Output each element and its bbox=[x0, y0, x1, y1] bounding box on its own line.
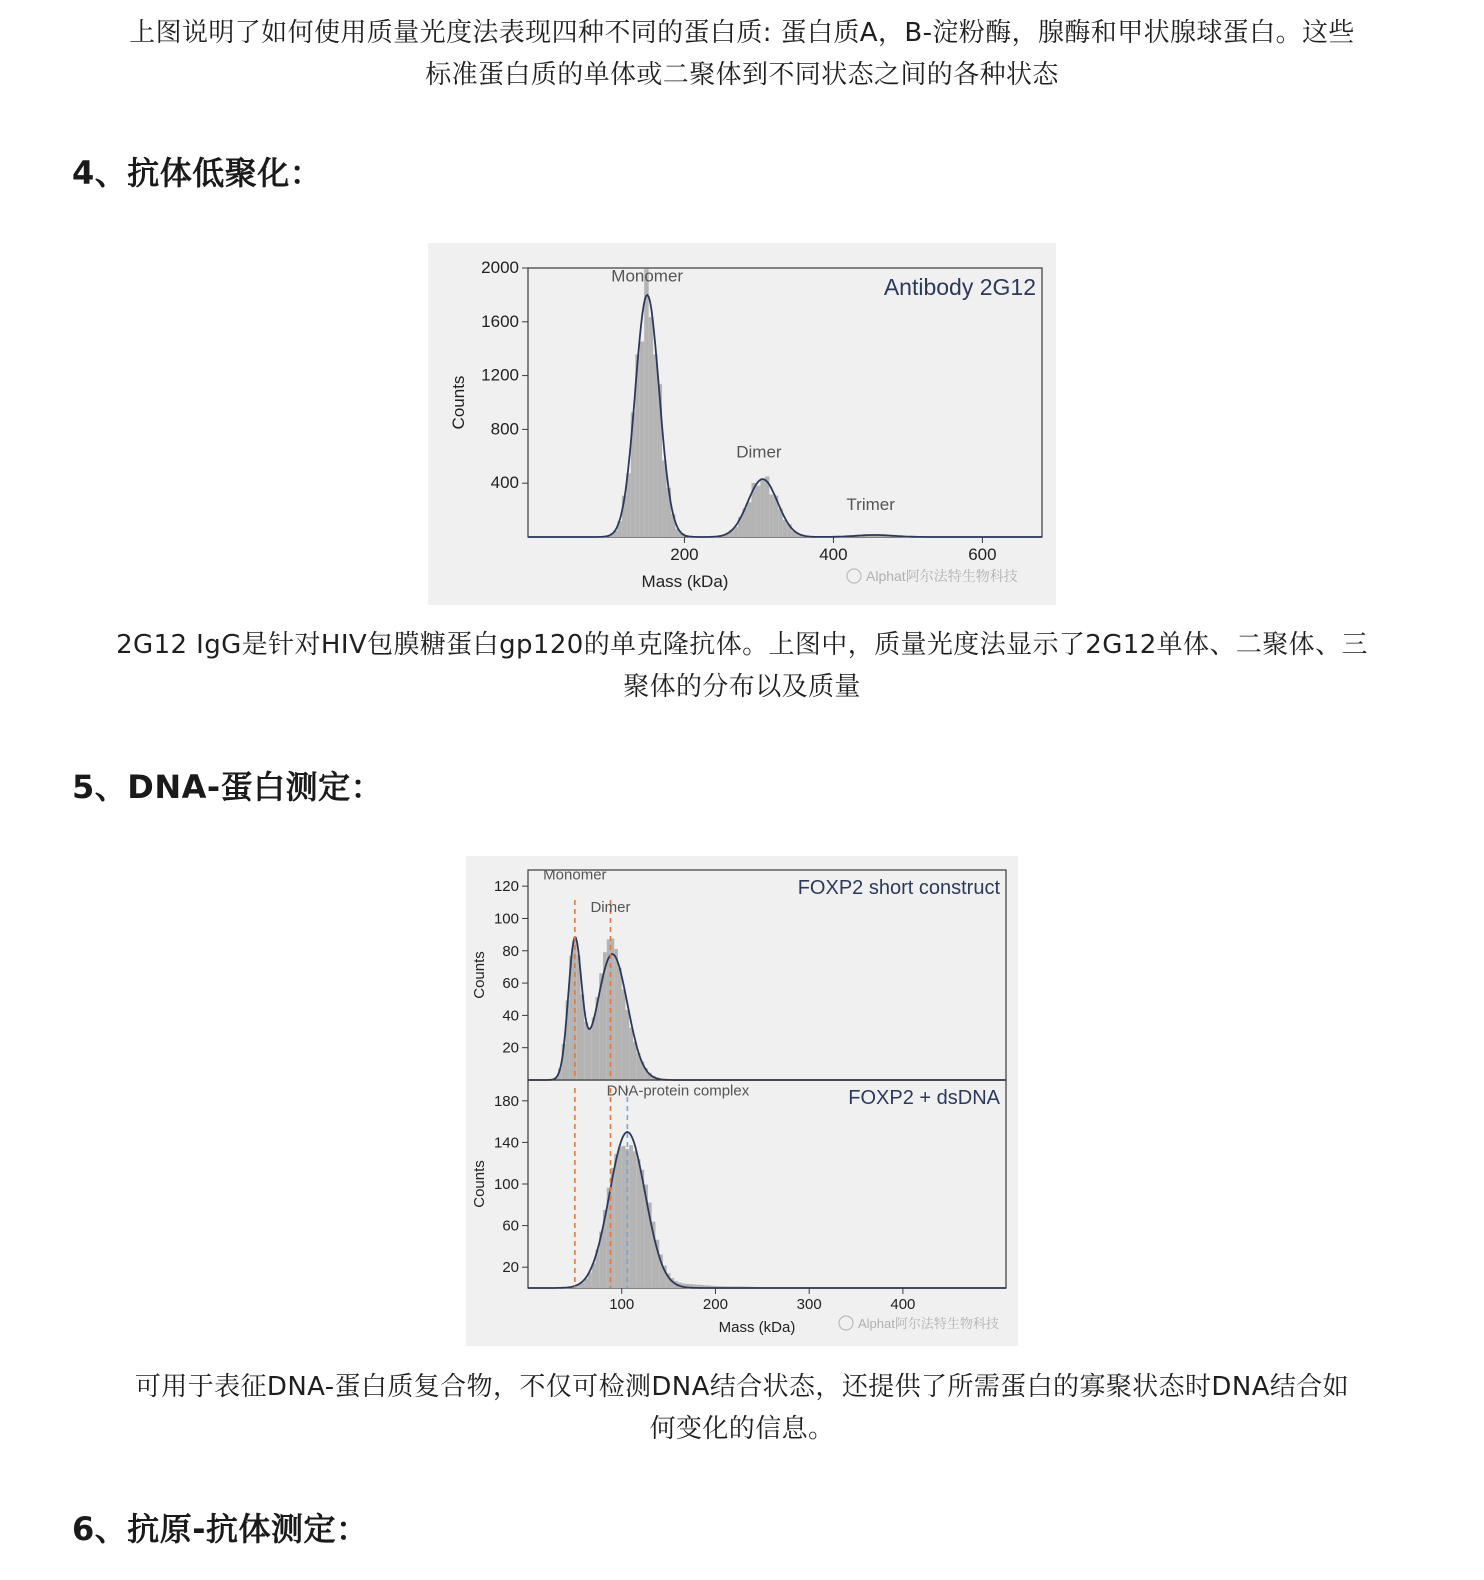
histogram-bar bbox=[629, 1028, 633, 1080]
peak-annotation: DNA-protein complex bbox=[606, 1082, 750, 1100]
histogram-bar bbox=[618, 1147, 622, 1288]
section-5-caption bbox=[60, 1366, 1424, 1450]
y-tick-label: 800 bbox=[490, 419, 519, 439]
foxp2-chart bbox=[466, 856, 1018, 1346]
histogram-bar bbox=[649, 317, 653, 537]
section-4-caption bbox=[60, 624, 1424, 708]
peak-annotation: Dimer bbox=[736, 442, 782, 462]
histogram-bar bbox=[644, 269, 648, 537]
section-4-caption-line-2: 聚体的分布以及质量 bbox=[623, 672, 861, 702]
chart-title: FOXP2 short construct bbox=[797, 877, 1000, 899]
foxp2-figure bbox=[466, 856, 1018, 1346]
intro-line-2: 标准蛋白质的单体或二聚体到不同状态之间的各种状态 bbox=[425, 60, 1059, 90]
histogram-bar bbox=[756, 486, 760, 537]
intro-paragraph bbox=[60, 12, 1424, 96]
watermark bbox=[847, 568, 1018, 584]
histogram-bar bbox=[622, 989, 626, 1080]
histogram-bar bbox=[765, 476, 769, 537]
section-4-heading: 4、抗体低聚化： bbox=[72, 154, 323, 192]
histogram-bar bbox=[769, 494, 773, 537]
x-tick-label: 100 bbox=[609, 1296, 635, 1313]
y-tick-label: 140 bbox=[493, 1134, 519, 1152]
watermark-text: Alphat阿尔法特生物科技 bbox=[866, 568, 1018, 584]
x-tick-label: 300 bbox=[796, 1296, 822, 1313]
intro-line-1: 上图说明了如何使用质量光度法表现四种不同的蛋白质: 蛋白质A，B-淀粉酶，腺酶和甲状腺球蛋白。这些 bbox=[129, 18, 1355, 48]
histogram-bar bbox=[588, 1028, 592, 1080]
section-5-caption-line-2: 何变化的信息。 bbox=[649, 1414, 835, 1444]
histogram-bar bbox=[614, 949, 618, 1080]
histogram-bar bbox=[760, 480, 764, 537]
x-tick-label: 400 bbox=[890, 1296, 916, 1313]
y-axis-label: Counts bbox=[471, 951, 488, 999]
y-tick-label: 1200 bbox=[481, 365, 519, 385]
plot-frame bbox=[528, 268, 1042, 537]
x-tick-label: 400 bbox=[819, 545, 848, 564]
x-tick-label: 200 bbox=[670, 545, 699, 564]
chart-title: Antibody 2G12 bbox=[883, 274, 1036, 300]
peak-annotation: Monomer bbox=[543, 866, 607, 884]
x-axis-label: Mass (kDa) bbox=[641, 572, 729, 591]
y-tick-label: 400 bbox=[490, 473, 519, 493]
x-axis-label: Mass (kDa) bbox=[718, 1319, 796, 1336]
fit-curve bbox=[528, 295, 1042, 537]
y-tick-label: 20 bbox=[502, 1039, 519, 1057]
x-tick-label: 600 bbox=[968, 545, 997, 564]
y-tick-label: 80 bbox=[502, 942, 519, 960]
y-tick-label: 60 bbox=[502, 975, 519, 993]
wechat-icon bbox=[839, 1316, 853, 1330]
y-tick-label: 180 bbox=[493, 1092, 519, 1110]
histogram-bar bbox=[629, 1145, 633, 1288]
y-tick-label: 2000 bbox=[481, 258, 519, 277]
peak-annotation: Dimer bbox=[590, 899, 631, 916]
y-axis-label: Counts bbox=[449, 375, 468, 430]
y-tick-label: 100 bbox=[493, 910, 519, 928]
histogram-bar bbox=[747, 502, 751, 537]
antibody-2g12-figure bbox=[428, 243, 1056, 605]
section-6-heading: 6、抗原-抗体测定： bbox=[72, 1510, 369, 1548]
peak-annotation: Trimer bbox=[846, 495, 895, 515]
y-tick-label: 40 bbox=[502, 1007, 519, 1025]
histogram-bar bbox=[637, 1159, 641, 1288]
y-tick-label: 1600 bbox=[481, 311, 519, 331]
peak-annotation: Monomer bbox=[611, 266, 684, 286]
section-4-caption-line-1: 2G12 IgG是针对HIV包膜糖蛋白gp120的单克隆抗体。上图中，质量光度法显示了2G12单体、二聚体、三 bbox=[116, 630, 1368, 660]
histogram-bar bbox=[618, 968, 622, 1080]
histogram-bar bbox=[625, 1010, 629, 1080]
wechat-icon bbox=[847, 569, 861, 583]
y-tick-label: 120 bbox=[493, 878, 519, 896]
y-tick-label: 100 bbox=[493, 1176, 519, 1193]
y-tick-label: 20 bbox=[502, 1259, 519, 1277]
section-5-caption-line-1: 可用于表征DNA-蛋白质复合物，不仅可检测DNA结合状态，还提供了所需蛋白的寡聚状态时DNA结合如 bbox=[134, 1372, 1350, 1402]
watermark bbox=[839, 1316, 999, 1331]
histogram-bar bbox=[653, 354, 657, 537]
histogram-bar bbox=[592, 1017, 596, 1080]
section-5-heading: 5、DNA-蛋白测定： bbox=[72, 768, 384, 806]
y-tick-label: 60 bbox=[502, 1217, 519, 1235]
y-axis-label: Counts bbox=[471, 1160, 488, 1208]
histogram-bar bbox=[633, 1151, 637, 1288]
histogram-bar bbox=[622, 1146, 626, 1288]
histogram-bar bbox=[584, 1022, 588, 1080]
x-tick-label: 200 bbox=[702, 1296, 728, 1313]
histogram-bar bbox=[640, 342, 644, 537]
chart-title: FOXP2 + dsDNA bbox=[848, 1087, 1000, 1109]
antibody-2g12-chart bbox=[428, 243, 1056, 605]
watermark-text: Alphat阿尔法特生物科技 bbox=[858, 1316, 999, 1331]
histogram-bar bbox=[614, 1154, 618, 1288]
